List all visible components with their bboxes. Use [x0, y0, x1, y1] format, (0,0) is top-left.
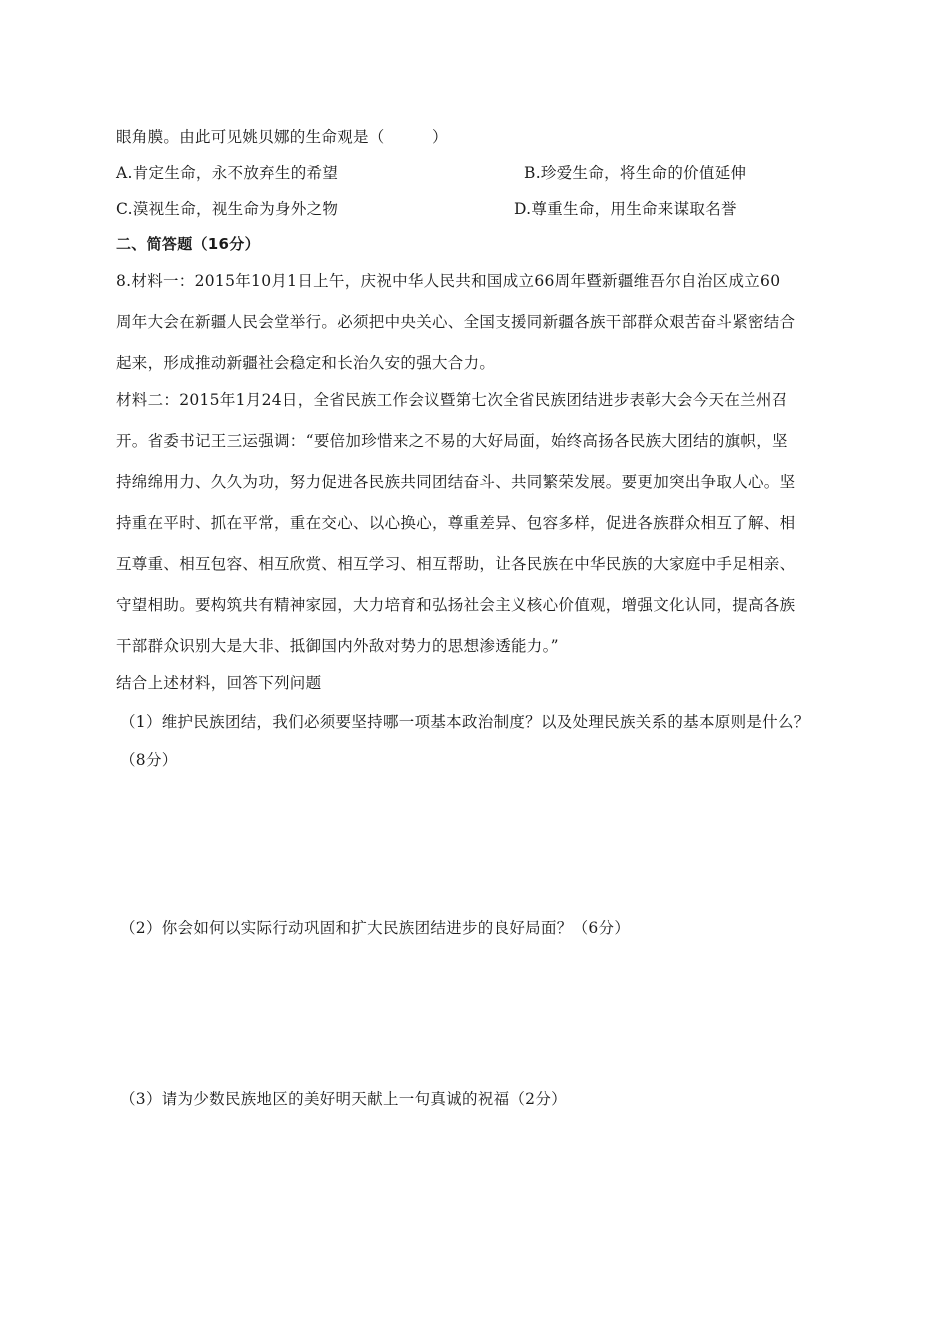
sub-question-1: （1）维护民族团结，我们必须要坚持哪一项基本政治制度？以及处理民族关系的基本原则是什么？: [120, 713, 810, 731]
option-c: C.漠视生命，视生命为身外之物: [116, 200, 339, 218]
sub-question-3: （3）请为少数民族地区的美好明天献上一句真诚的祝福（2分）: [120, 1090, 567, 1108]
material-1-line: 周年大会在新疆人民会堂举行。必须把中央关心、全国支援同新疆各族干部群众艰苦奋斗紧密结合: [116, 313, 796, 331]
sub-question-2: （2）你会如何以实际行动巩固和扩大民族团结进步的良好局面？（6分）: [120, 919, 631, 937]
question-7-stem: 眼角膜。由此可见姚贝娜的生命观是（ ）: [116, 128, 448, 146]
material-2-line: 守望相助。要构筑共有精神家园，大力培育和弘扬社会主义核心价值观，增强文化认同，提高各族: [116, 596, 796, 614]
question-7-options-row-2: [116, 199, 816, 219]
question-7-options-row-1: [116, 163, 816, 183]
option-b: B.珍爱生命，将生命的价值延伸: [524, 164, 747, 182]
section-heading: 二、简答题（16分）: [116, 235, 260, 253]
option-d: D.尊重生命，用生命来谋取名誉: [514, 200, 737, 218]
material-2-line: 开。省委书记王三运强调：“要倍加珍惜来之不易的大好局面，始终高扬各民族大团结的旗帜，坚: [116, 432, 788, 450]
sub-question-1-score: （8分）: [120, 751, 178, 769]
material-2-line: 持重在平时、抓在平常，重在交心、以心换心，尊重差异、包容多样，促进各族群众相互了解、相: [116, 514, 796, 532]
material-2-line: 干部群众识别大是大非、抵御国内外敌对势力的思想渗透能力。”: [116, 637, 559, 655]
material-1-line: 起来，形成推动新疆社会稳定和长治久安的强大合力。: [116, 354, 496, 372]
option-a: A.肯定生命，永不放弃生的希望: [116, 164, 339, 182]
answer-prompt: 结合上述材料，回答下列问题: [116, 674, 322, 692]
material-2-line: 材料二：2015年1月24日，全省民族工作会议暨第七次全省民族团结进步表彰大会今天在兰州召: [116, 391, 788, 409]
material-2-line: 持绵绵用力、久久为功，努力促进各民族共同团结奋斗、共同繁荣发展。要更加突出争取人心。坚: [116, 473, 796, 491]
material-2-line: 互尊重、相互包容、相互欣赏、相互学习、相互帮助，让各民族在中华民族的大家庭中手足相亲、: [116, 555, 796, 573]
material-1-line: 8.材料一：2015年10月1日上午，庆祝中华人民共和国成立66周年暨新疆维吾尔自治区成立60: [116, 272, 781, 290]
